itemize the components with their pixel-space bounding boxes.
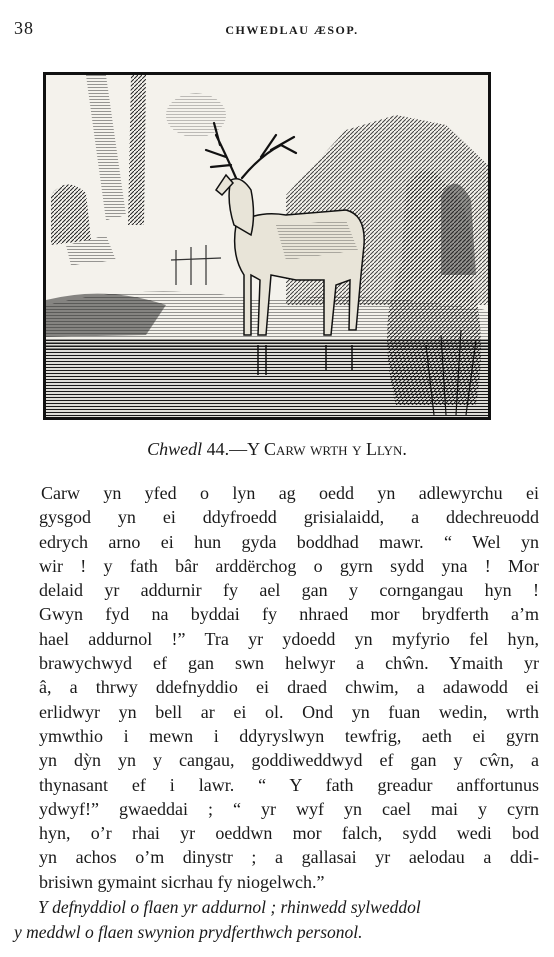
fable-line: ydwyf!” gwaeddai ; “ yr wyf yn cael mai y cyrn [39,798,539,819]
fable-line: hyn, o’r rhai yr oeddwn mor falch, sydd wedi bod [39,823,539,844]
caption-number: 44.— [206,439,248,459]
fable-line: erlidwyr yn bell ar ei ol. Ond yn fuan wedin, wrth [39,701,539,722]
fable-moral [14,895,538,945]
fable-line: hael addurnol !” Tra yr ydoedd yn myfyrio fel hyn, [39,628,539,649]
fable-line: delaid yr addurnir fy ael gan y corngangau hyn ! [39,580,539,601]
fable-line: yn achos o’m dinystr ; a gallasai yr aelodau a ddi- [39,847,539,868]
caption-fable-word: Chwedl [147,439,203,459]
illustration-plate [43,72,491,420]
caption-title: Y Carw wrth y Llyn. [247,439,407,459]
fable-line: gysgod yn ei ddyfroedd grisialaidd, a ddechreuodd [39,507,539,528]
fable-line: yn dỳn yn y cangau, goddiweddwyd ef gan y cŵn, a [39,750,539,771]
fable-line: wir ! y fath bâr arddërchog o gyrn sydd yna ! Mor [39,555,539,576]
fable-line: brawychwyd ef gan swn helwyr a chŵn. Ymaith yr [39,653,539,674]
fable-line: thynasant ef i lawr. “ Y fath greadur anffortunus [39,774,539,795]
fable-line: ymwthio i mewn i ddyryslwyn tewfrig, aeth ei gyrn [39,725,539,746]
fable-caption [0,439,554,460]
fable-line: edrych arno ei hun gyda boddhad mawr. “ Wel yn [39,531,539,552]
fable-body [39,481,539,894]
moral-line: y meddwl o flaen swynion prydferthwch personol. [14,922,363,942]
moral-line: Y defnyddiol o flaen yr addurnol ; rhinwedd sylweddol [38,897,421,917]
page-number: 38 [14,18,34,38]
fable-line: Carw yn yfed o lyn ag oedd yn adlewyrchu ei [41,483,539,503]
fable-line: â, a thrwy ddefnyddio ei draed chwim, a adawodd ei [39,677,539,698]
stag-engraving [46,75,488,417]
running-title: CHWEDLAU ÆSOP. [225,23,359,37]
fable-line: brisiwn gymaint sicrhau fy niogelwch.” [39,871,325,892]
fable-line: Gwyn fyd na byddai fy nhraed mor brydferth a’m [39,604,539,625]
